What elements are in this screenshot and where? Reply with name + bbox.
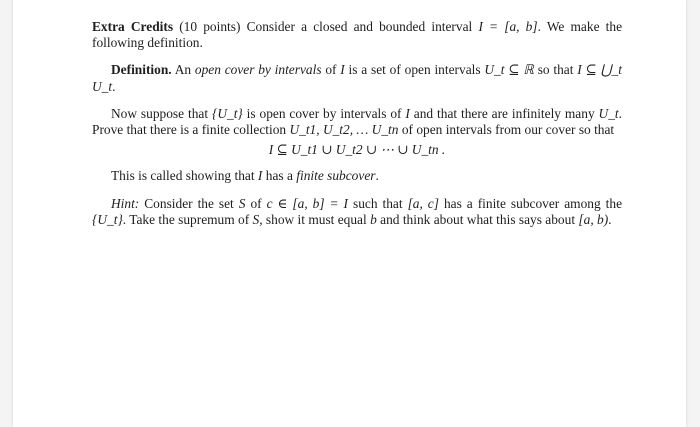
suppose-text-e: of open intervals from our cover so that (401, 122, 615, 138)
suppose-Ut: U_t (598, 105, 619, 121)
hint-text-b: such that (352, 195, 403, 211)
hint-text-a: Consider the set (144, 195, 234, 211)
hint-S2: S (252, 211, 260, 227)
definition-heading: Definition. (111, 62, 172, 78)
hint-paragraph (92, 196, 622, 228)
definition-of: of (325, 62, 337, 78)
suppose-text-b: is open cover by intervals of (246, 105, 402, 121)
extra-text-a: Consider a closed and bounded interval (246, 19, 473, 34)
suppose-paragraph (92, 106, 622, 138)
called-I: I (257, 168, 263, 184)
definition-set-expr: U_t ⊆ ℝ (484, 62, 534, 78)
document-text (92, 19, 622, 239)
suppose-family: {U_t} (211, 105, 243, 121)
hint-text-c: has a finite subcover among the (443, 195, 623, 211)
display-equation (92, 142, 622, 158)
suppose-collection: U_t1, U_t2, … U_tn (289, 122, 399, 138)
called-term: finite subcover (296, 168, 376, 184)
hint-S: S (238, 195, 246, 211)
interval-I-expr: I = [a, b] (478, 19, 538, 34)
definition-so-that: so that (537, 62, 574, 78)
definition-an: An (174, 62, 192, 78)
subcover-paragraph (92, 168, 622, 184)
definition-text: is a set of open intervals (348, 62, 481, 78)
display-equation-text: I ⊆ U_t1 ∪ U_t2 ∪ ⋯ ∪ U_tn . (268, 142, 446, 158)
document-page (13, 0, 686, 427)
hint-text-f: and think about what this says about (380, 211, 576, 227)
suppose-text-c: and that there are infinitely many (413, 105, 595, 121)
points-label: (10 points) (179, 19, 241, 34)
extra-credits-heading: Extra Credits (92, 19, 174, 34)
definition-I: I (340, 62, 345, 78)
hint-family: {U_t} (92, 211, 123, 227)
hint-b: b (370, 211, 377, 227)
definition-term: open cover by intervals (194, 62, 322, 78)
suppose-text-d: . Prove that there is a finite collection (92, 105, 622, 138)
definition-period: . (112, 78, 116, 94)
called-period: . (375, 168, 379, 184)
definition-paragraph (92, 62, 622, 94)
hint-final: [a, b) (578, 211, 609, 227)
extra-text-b: . We make the following definition. (92, 19, 623, 51)
hint-interval: [a, c] (407, 195, 439, 211)
definition-cover-expr: I ⊆ ⋃_t U_t (92, 62, 622, 94)
hint-label: Hint: (111, 195, 140, 211)
called-text-a: This is called showing that (111, 168, 255, 184)
extra-credits-paragraph (92, 19, 622, 51)
hint-of: of (250, 195, 262, 211)
suppose-text-a: Now suppose that (111, 105, 209, 121)
hint-text-d: . Take the supremum of (122, 211, 250, 227)
suppose-I: I (405, 105, 410, 121)
hint-text-e: , show it must equal (259, 211, 367, 227)
hint-period: . (608, 211, 612, 227)
hint-condition: c ∈ [a, b] = I (266, 195, 348, 211)
called-text-b: has a (265, 168, 293, 184)
